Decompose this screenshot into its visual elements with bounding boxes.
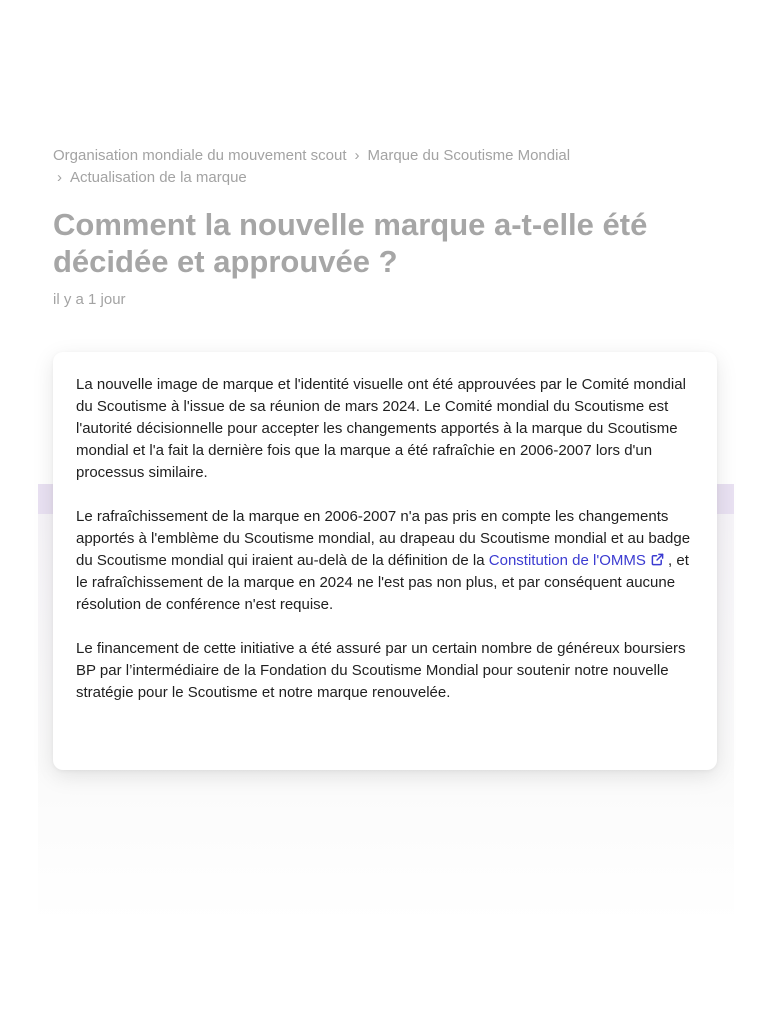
content-card: [53, 352, 717, 770]
card-paragraph-2-text-after: , et le rafraîchissement de la marque en 2024 ne l'est pas non plus, et par conséquent aucune résolution de conférence n'est requise.: [76, 552, 689, 613]
card-body: [76, 374, 698, 704]
breadcrumb-line-2: [53, 167, 693, 189]
constitution-link[interactable]: [489, 552, 664, 569]
card-paragraph-3: Le financement de cette initiative a été assuré par un certain nombre de généreux boursiers BP par l’intermédiaire de la Fondation du Scoutisme Mondial pour soutenir notre nouvelle stratégie pour le Scoutisme et notre marque renouvelée.: [76, 640, 686, 701]
breadcrumb-item-actualisation[interactable]: Actualisation de la marque: [70, 169, 247, 186]
article-date: il y a 1 jour: [53, 291, 126, 308]
card-paragraph-2-text-before: Le rafraîchissement de la marque en 2006-2007 n'a pas pris en compte les changements apportés à l'emblème du Scoutisme mondial, au drapeau du Scoutisme mondial et au badge du Scoutisme mondial qui iraient au-delà de la définition de la: [76, 508, 691, 569]
breadcrumb-separator: ›: [57, 169, 62, 186]
page-title: Comment la nouvelle marque a-t-elle été décidée et approuvée ?: [53, 207, 648, 279]
card-paragraph-1: La nouvelle image de marque et l'identité visuelle ont été approuvées par le Comité mondial du Scoutisme à l'issue de sa réunion de mars 2024. Le Comité mondial du Scoutisme est l'autorité décisionnelle pour accepter les changements apportés à la marque du Scoutisme mondial et l'a fait la dernière fois que la marque a été rafraîchie en 2006-2007 lors d'un processus similaire.: [76, 376, 686, 481]
breadcrumb: [53, 145, 693, 189]
external-link-icon: [651, 553, 664, 566]
card-paragraph-2: [76, 506, 698, 616]
breadcrumb-item-organisation[interactable]: Organisation mondiale du mouvement scout: [53, 147, 347, 164]
breadcrumb-line-1: [53, 145, 693, 167]
breadcrumb-separator: ›: [354, 147, 360, 164]
breadcrumb-item-marque[interactable]: Marque du Scoutisme Mondial: [367, 147, 571, 164]
constitution-link-label: Constitution de l'OMMS: [488, 552, 646, 569]
